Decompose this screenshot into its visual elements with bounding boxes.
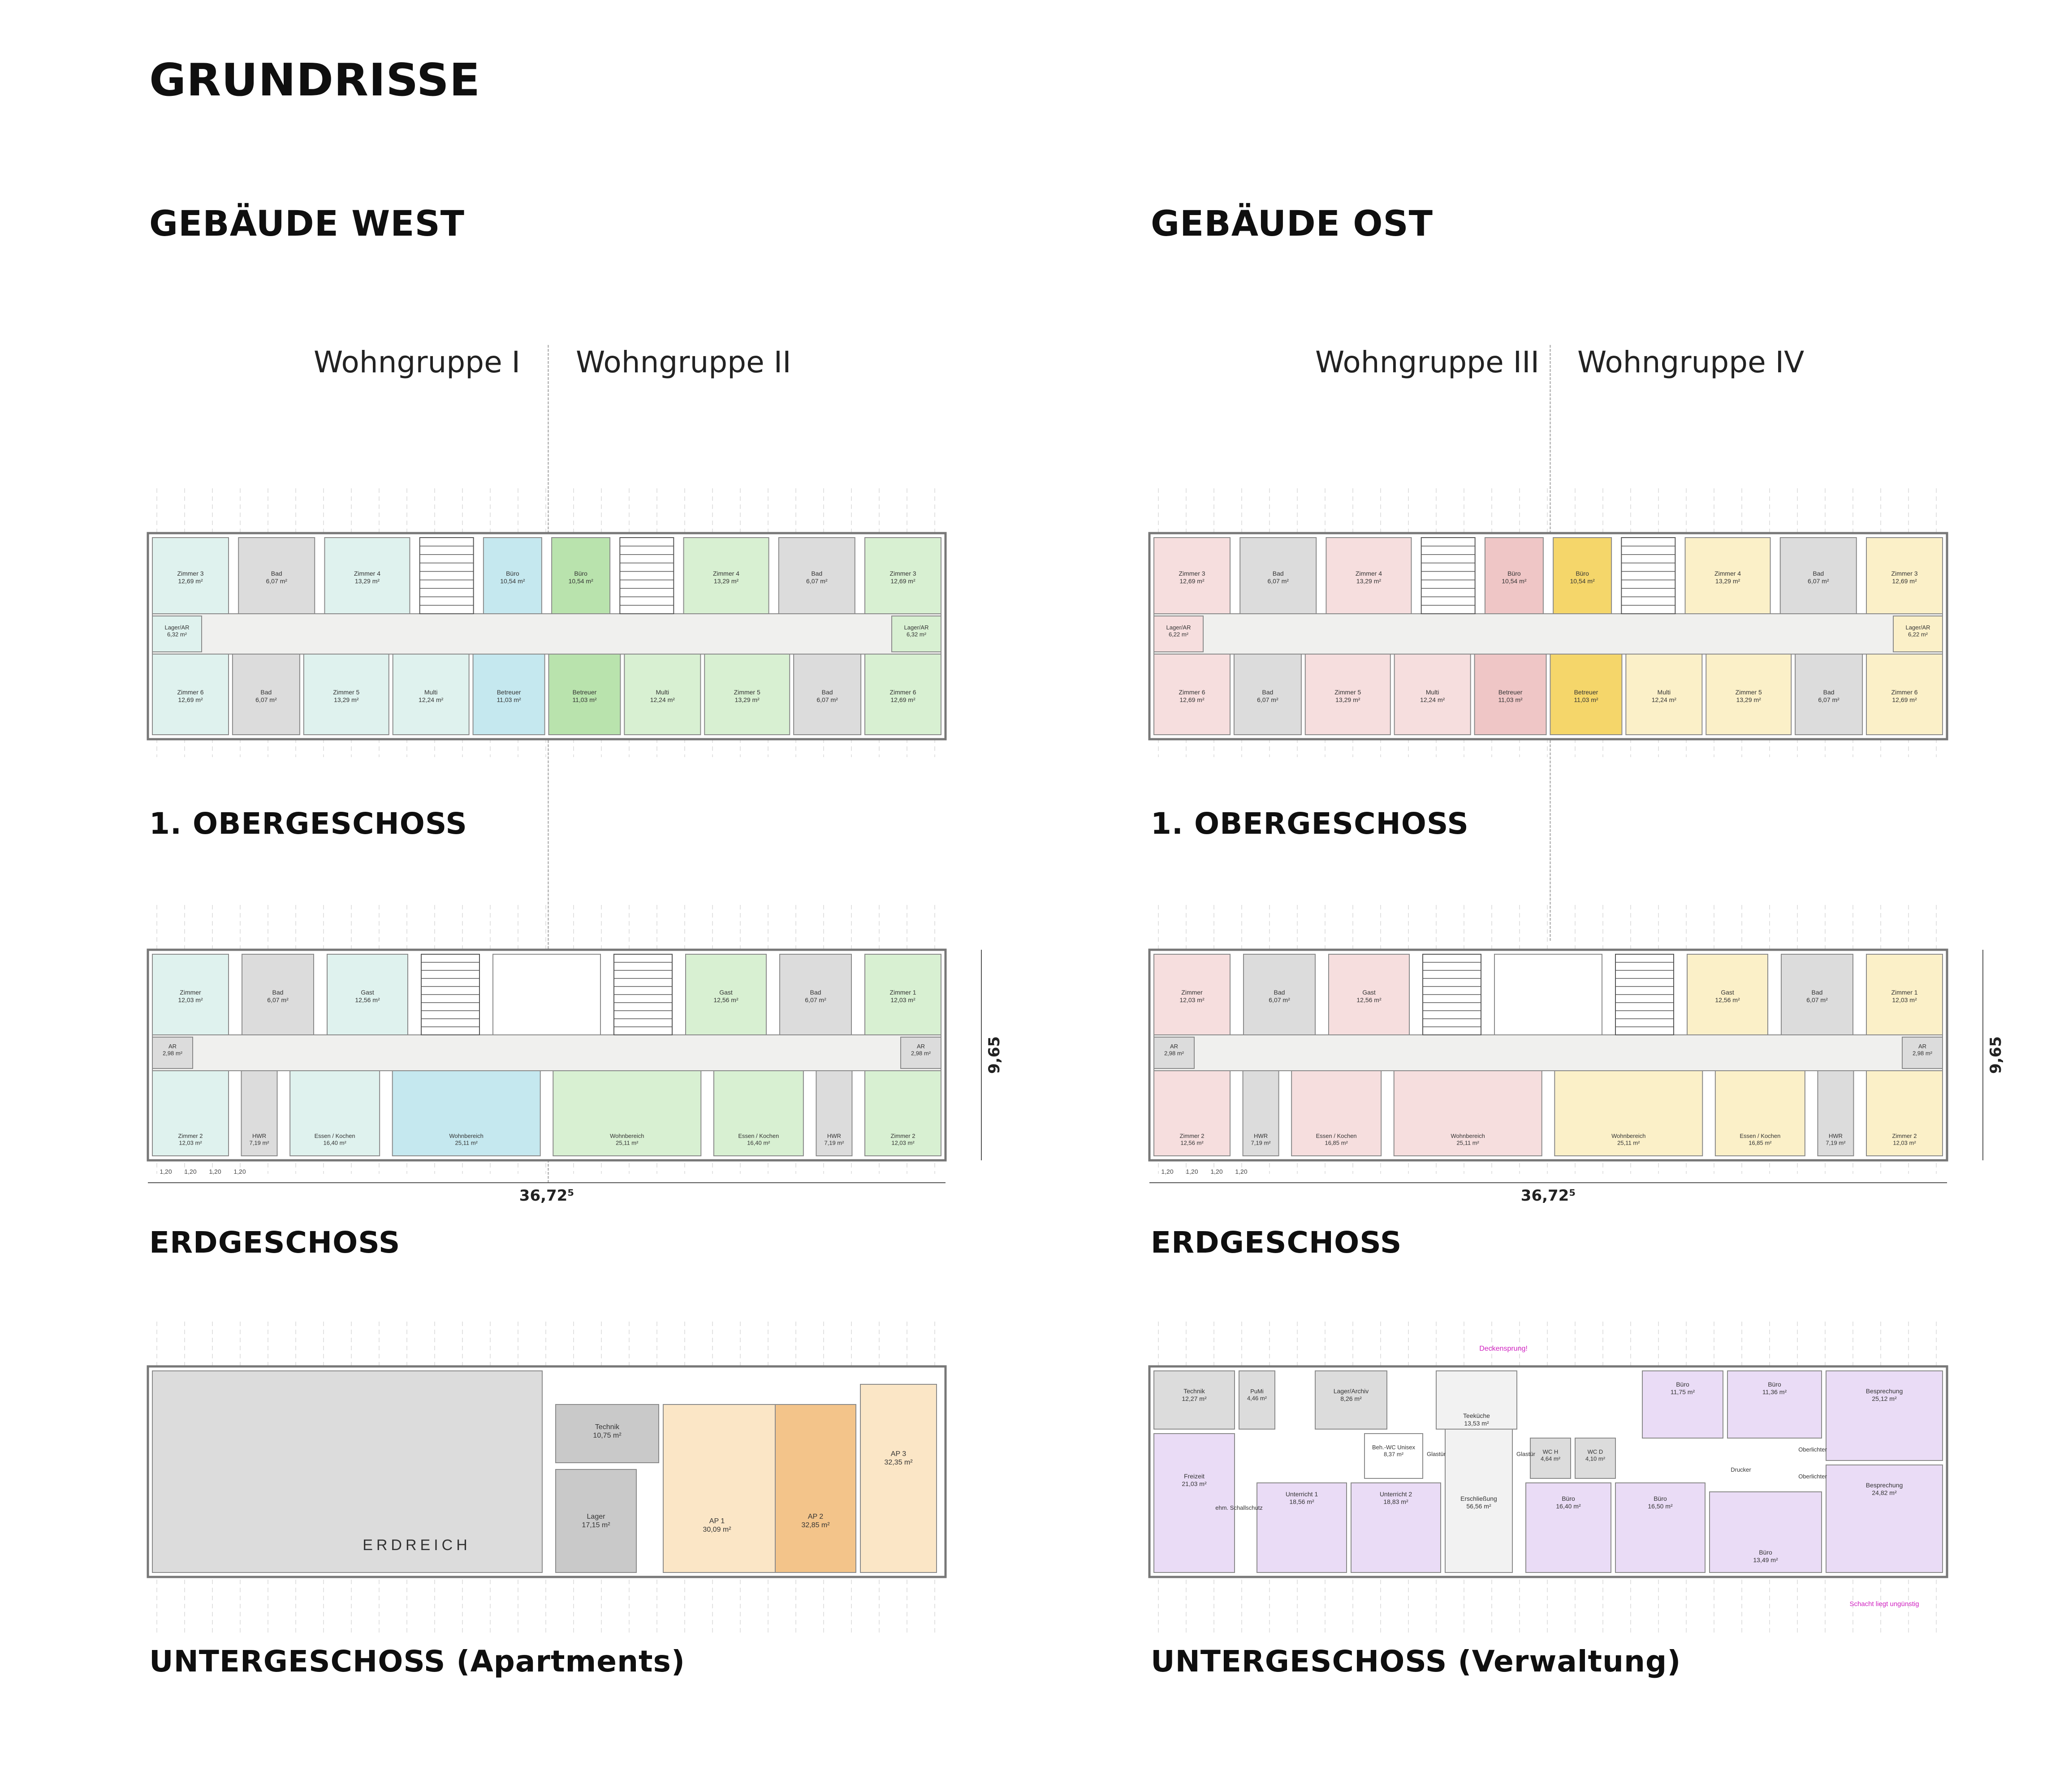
stairwell	[1621, 538, 1675, 614]
room-area: 12,03 m²	[1893, 1139, 1916, 1146]
floorplan-east-ug	[1136, 1322, 1965, 1635]
corridor	[152, 1035, 941, 1071]
room-area: 16,85 m²	[1325, 1139, 1348, 1146]
room-name: AP 2	[807, 1513, 824, 1521]
room-area: 10,54 m²	[500, 577, 525, 585]
room-name: Zimmer 6	[1891, 689, 1918, 696]
room-area: 16,40 m²	[323, 1139, 346, 1146]
room-area: 13,29 m²	[1736, 696, 1761, 703]
room-area: 12,56 m²	[1715, 996, 1740, 1004]
room-name: Essen / Kochen	[1316, 1133, 1357, 1139]
floor-label-west-eg: ERDGESCHOSS	[149, 1225, 401, 1260]
room-name: Zimmer 2	[1892, 1133, 1917, 1139]
room-area: 6,22 m²	[1168, 631, 1189, 638]
room-area: 13,29 m²	[1335, 696, 1360, 703]
room-label	[177, 689, 203, 703]
room-name: Gast	[361, 989, 374, 996]
room-name: Bad	[1262, 689, 1274, 696]
page-title: GRUNDRISSE	[149, 54, 481, 106]
room-name: AR	[168, 1043, 177, 1050]
room-name: Betreuer	[572, 689, 597, 696]
room-name: Gast	[1362, 989, 1376, 996]
room-label	[1380, 1490, 1412, 1505]
room-area: 2,98 m²	[1912, 1050, 1933, 1057]
room-area: 8,37 m²	[1383, 1451, 1404, 1458]
room-area: 25,11 m²	[455, 1139, 478, 1146]
dimension-small: 1,20	[1161, 1168, 1174, 1175]
room-area: 11,36 m²	[1762, 1388, 1787, 1396]
room-area: 2,98 m²	[162, 1050, 183, 1057]
room-area: 12,56 m²	[1180, 1139, 1204, 1146]
floor-label-east-ug: UNTERGESCHOSS (Verwaltung)	[1151, 1644, 1681, 1679]
room-label	[1714, 570, 1741, 585]
room-label	[1180, 1133, 1205, 1146]
room-area: 12,27 m²	[1182, 1395, 1207, 1402]
room-label	[1585, 1448, 1606, 1462]
room-area: 12,56 m²	[713, 996, 738, 1004]
room-label	[1891, 689, 1917, 703]
floorplan-east-og	[1136, 488, 1965, 757]
room-area: 12,69 m²	[1179, 577, 1205, 585]
room-label	[1906, 624, 1930, 638]
room-label	[1182, 1387, 1207, 1402]
room-area: 12,69 m²	[890, 577, 915, 585]
room-name: Lager/AR	[164, 624, 190, 631]
room-name: HWR	[827, 1133, 841, 1139]
room-name: Zimmer 6	[1179, 689, 1205, 696]
room-area: 17,15 m²	[582, 1521, 610, 1529]
room-name: Zimmer 1	[1891, 989, 1918, 996]
dimension-width: 36,72⁵	[1520, 1187, 1576, 1205]
room-label	[1541, 1448, 1561, 1462]
room-area: 8,26 m²	[1340, 1395, 1362, 1402]
room-area: 11,03 m²	[497, 696, 521, 703]
room-area: 6,07 m²	[1818, 696, 1839, 703]
room	[860, 1384, 937, 1572]
room-area: 12,69 m²	[1892, 577, 1917, 585]
room-name: Zimmer 4	[1714, 570, 1741, 577]
group-label-3: Wohngruppe III	[1315, 345, 1540, 379]
room-label	[891, 1133, 915, 1146]
room-name: Büro	[1562, 1495, 1575, 1502]
room-area: 6,07 m²	[1806, 996, 1828, 1004]
stairwell	[420, 538, 474, 614]
room-label	[1891, 570, 1917, 585]
dimension-small: 1,20	[1186, 1168, 1198, 1175]
plan-annotation: Glastür	[1516, 1451, 1535, 1457]
room-area: 12,03 m²	[890, 996, 915, 1004]
room-label	[1891, 989, 1917, 1004]
room-name: Büro	[1576, 570, 1589, 577]
room-area: 11,75 m²	[1670, 1388, 1695, 1396]
room-name: Zimmer 3	[1179, 570, 1205, 577]
dimension-small: 1,20	[1210, 1168, 1223, 1175]
room-name: Essen / Kochen	[1740, 1133, 1781, 1139]
room-area: 7,19 m²	[1826, 1139, 1846, 1146]
building-west-title: GEBÄUDE WEST	[149, 204, 465, 244]
room-area: 13,29 m²	[1715, 577, 1740, 585]
room	[556, 1469, 636, 1572]
room-name: Bad	[271, 570, 282, 577]
room-name: Büro	[1768, 1381, 1781, 1388]
room-area: 6,32 m²	[167, 631, 187, 638]
room-area: 6,07 m²	[806, 577, 828, 585]
room-area: 56,56 m²	[1466, 1502, 1491, 1510]
room-name: Wohnbereich	[610, 1133, 644, 1139]
group-label-1: Wohngruppe I	[314, 345, 521, 379]
note-deckensprung: Deckensprung!	[1479, 1345, 1528, 1353]
room-name: Multi	[1657, 689, 1671, 696]
plan-annotation: Oberlichter	[1798, 1473, 1827, 1480]
room-name: Zimmer 4	[354, 570, 381, 577]
room-label	[1179, 689, 1205, 703]
room-name: Bad	[810, 989, 821, 996]
room-area: 6,07 m²	[805, 996, 826, 1004]
building-east-title: GEBÄUDE OST	[1151, 204, 1433, 244]
room-name: Bad	[1823, 689, 1835, 696]
room-label	[1179, 570, 1205, 585]
room	[663, 1404, 775, 1572]
room-name: Bad	[1274, 989, 1285, 996]
room-area: 12,56 m²	[355, 996, 380, 1004]
room-area: 6,07 m²	[1267, 577, 1289, 585]
room-name: Zimmer	[180, 989, 201, 996]
room-name: Wohnbereich	[1611, 1133, 1646, 1139]
dimension-small: 1,20	[160, 1168, 172, 1175]
group-label-4: Wohngruppe IV	[1577, 345, 1805, 379]
room-name: Erschließung	[1460, 1495, 1497, 1502]
room-area: 2,98 m²	[1164, 1050, 1184, 1057]
room-area: 12,03 m²	[178, 996, 203, 1004]
room-label	[1892, 1133, 1917, 1146]
room-name: Büro	[506, 570, 519, 577]
room-name: Büro	[1759, 1549, 1772, 1556]
room-name: Betreuer	[1498, 689, 1523, 696]
room-name: Zimmer 2	[1179, 1133, 1205, 1139]
room-area: 30,09 m²	[703, 1526, 731, 1534]
floorplan-west-og	[134, 488, 963, 757]
group-label-2: Wohngruppe II	[576, 345, 791, 379]
room-area: 32,85 m²	[801, 1521, 830, 1529]
room-area: 6,07 m²	[255, 696, 277, 703]
room-area: 18,56 m²	[1289, 1498, 1314, 1505]
room-name: Bad	[821, 689, 833, 696]
room-area: 12,03 m²	[891, 1139, 915, 1146]
room-area: 10,54 m²	[1502, 577, 1527, 585]
room-name: Zimmer 3	[890, 570, 916, 577]
room-name: Gast	[719, 989, 733, 996]
room-name: Multi	[1425, 689, 1439, 696]
corridor	[152, 614, 941, 654]
room-name: PuMi	[1250, 1388, 1264, 1395]
room-area: 12,24 m²	[419, 696, 444, 703]
room-label	[1334, 689, 1361, 703]
room-name: Zimmer 1	[890, 989, 916, 996]
room-name: Multi	[424, 689, 438, 696]
room-area: 12,69 m²	[1179, 696, 1205, 703]
room-area: 11,03 m²	[1498, 696, 1523, 703]
room-label	[1463, 1412, 1490, 1427]
room-label	[713, 570, 739, 585]
room-label	[178, 989, 203, 1004]
room-name: Bad	[811, 570, 823, 577]
room-area: 18,83 m²	[1383, 1498, 1408, 1505]
room-area: 6,07 m²	[816, 696, 838, 703]
room-area: 4,64 m²	[1540, 1455, 1561, 1462]
floor-label-east-og: 1. OBERGESCHOSS	[1151, 806, 1469, 841]
room-name: Zimmer 6	[177, 689, 204, 696]
room-label	[1182, 1473, 1207, 1487]
room-name: Bad	[272, 989, 284, 996]
room-area: 7,19 m²	[249, 1139, 269, 1146]
erdreich-area	[152, 1371, 542, 1572]
room-area: 6,22 m²	[1908, 631, 1928, 638]
room-area: 12,03 m²	[1179, 996, 1205, 1004]
room-name: Zimmer 5	[734, 689, 760, 696]
room-name: Zimmer 2	[178, 1133, 203, 1139]
room-area: 16,40 m²	[1556, 1502, 1581, 1510]
room-area: 6,07 m²	[1257, 696, 1278, 703]
room-area: 25,11 m²	[1617, 1139, 1640, 1146]
room-area: 12,24 m²	[1420, 696, 1445, 703]
room-area: 4,46 m²	[1247, 1395, 1267, 1402]
room-name: Büro	[1676, 1381, 1689, 1388]
room-area: 12,24 m²	[1651, 696, 1676, 703]
room-name: Zimmer 5	[333, 689, 360, 696]
floor-label-west-ug: UNTERGESCHOSS (Apartments)	[149, 1644, 686, 1679]
room-label	[1498, 689, 1523, 703]
room-name: HWR	[252, 1133, 267, 1139]
room-label	[904, 624, 929, 638]
room-label	[497, 689, 521, 703]
room-label	[1179, 989, 1205, 1004]
room-area: 16,85 m²	[1749, 1139, 1772, 1146]
room-name: Zimmer 5	[1735, 689, 1762, 696]
room-area: 4,10 m²	[1585, 1455, 1606, 1462]
note-schacht: Schacht liegt ungünstig	[1849, 1600, 1919, 1608]
plan-annotation: Glastür	[1427, 1451, 1446, 1457]
dimension-small: 1,20	[233, 1168, 246, 1175]
room-label	[572, 689, 597, 703]
room	[775, 1404, 856, 1572]
room	[1826, 1371, 1943, 1460]
room-name: Unterricht 2	[1379, 1490, 1412, 1498]
room-area: 7,19 m²	[824, 1139, 844, 1146]
room-name: Unterricht 1	[1285, 1490, 1318, 1498]
dimension-small: 1,20	[209, 1168, 221, 1175]
room-area: 11,03 m²	[572, 696, 597, 703]
stairwell	[1421, 538, 1475, 614]
room-area: 12,03 m²	[179, 1139, 202, 1146]
room-label	[890, 570, 916, 585]
dimension-depth: 9,65	[1987, 1036, 2005, 1074]
room-name: HWR	[1828, 1133, 1843, 1139]
room-name: Zimmer 6	[890, 689, 916, 696]
room-area: 12,24 m²	[650, 696, 675, 703]
room-area: 25,11 m²	[616, 1139, 639, 1146]
room-area: 10,54 m²	[568, 577, 593, 585]
room-area: 25,11 m²	[1456, 1139, 1479, 1146]
room-name: Technik	[595, 1423, 620, 1431]
room-label	[354, 570, 380, 585]
room-area: 12,69 m²	[178, 696, 203, 703]
plan-annotation: Oberlichter	[1798, 1446, 1827, 1453]
room-label	[1736, 689, 1762, 703]
room-label	[1574, 689, 1598, 703]
stairwell	[620, 538, 674, 614]
room-name: Zimmer 3	[1891, 570, 1918, 577]
room-label	[890, 989, 916, 1004]
room-name: Betreuer	[497, 689, 521, 696]
room-area: 10,54 m²	[1570, 577, 1595, 585]
room-name: WC D	[1587, 1448, 1603, 1455]
room-label	[165, 624, 190, 638]
room-area: 13,49 m²	[1753, 1556, 1778, 1564]
dimension-depth: 9,65	[985, 1036, 1003, 1074]
room-label	[734, 689, 760, 703]
room-name: HWR	[1254, 1133, 1268, 1139]
room-name: Büro	[574, 570, 587, 577]
room-area: 12,69 m²	[1892, 696, 1917, 703]
floorplan-west-eg	[134, 905, 1008, 1210]
room-area: 13,29 m²	[334, 696, 359, 703]
room-area: 6,07 m²	[267, 996, 289, 1004]
room-name: Lager/Archiv	[1333, 1387, 1369, 1395]
room-label	[1356, 570, 1382, 585]
room-name: AR	[1170, 1043, 1179, 1050]
room-area: 7,19 m²	[1251, 1139, 1271, 1146]
room-name: Betreuer	[1574, 689, 1598, 696]
room-area: 24,82 m²	[1872, 1489, 1897, 1496]
room-area: 13,53 m²	[1464, 1419, 1489, 1427]
room-name: Lager/AR	[1166, 624, 1191, 631]
room-name: Teeküche	[1463, 1412, 1490, 1419]
dimension-width: 36,72⁵	[519, 1187, 574, 1205]
corridor	[1154, 614, 1943, 654]
room-name: Bad	[1813, 570, 1824, 577]
room-name: Zimmer 3	[177, 570, 204, 577]
room-name: Lager	[587, 1513, 605, 1521]
room-name: Wohnbereich	[1451, 1133, 1485, 1139]
room-area: 12,69 m²	[178, 577, 203, 585]
room-label	[1286, 1490, 1318, 1505]
room-name: Wohnbereich	[449, 1133, 484, 1139]
plan-annotation: ehm. Schallschutz	[1215, 1504, 1263, 1511]
room-area: 13,29 m²	[1356, 577, 1382, 585]
room-name: Besprechung	[1865, 1482, 1903, 1489]
room-area: 6,07 m²	[1269, 996, 1290, 1004]
room-name: WC H	[1542, 1448, 1559, 1455]
room-name: Freizeit	[1184, 1473, 1205, 1480]
room-name: Zimmer 5	[1334, 689, 1361, 696]
room-name: AP 1	[709, 1517, 725, 1525]
room-name: Bad	[1272, 570, 1284, 577]
room-name: Besprechung	[1865, 1387, 1903, 1395]
corridor	[1154, 1035, 1943, 1071]
room	[1826, 1465, 1943, 1572]
room-label	[177, 570, 203, 585]
floorplan-east-eg	[1136, 905, 2010, 1210]
room-area: 2,98 m²	[911, 1050, 931, 1057]
room-area: 6,07 m²	[266, 577, 287, 585]
room-name: Zimmer 4	[1355, 570, 1382, 577]
plan-annotation: Drucker	[1731, 1466, 1751, 1473]
room-name: Essen / Kochen	[314, 1133, 355, 1139]
room-label	[333, 689, 359, 703]
room	[1494, 954, 1602, 1035]
room-name: Zimmer	[1181, 989, 1203, 996]
room-area: 16,40 m²	[747, 1139, 770, 1146]
room-name: Zimmer 4	[712, 570, 740, 577]
room-area: 32,35 m²	[884, 1459, 913, 1467]
room-area: 6,07 m²	[1808, 577, 1829, 585]
room-name: Zimmer 2	[890, 1133, 915, 1139]
room-area: 11,03 m²	[1574, 696, 1598, 703]
room	[493, 954, 600, 1035]
room-area: 13,29 m²	[713, 577, 739, 585]
room-area: 13,29 m²	[354, 577, 380, 585]
room-area: 21,03 m²	[1182, 1480, 1207, 1487]
room-name: AP 3	[890, 1450, 907, 1458]
room-area: 12,69 m²	[890, 696, 915, 703]
room-area: 13,29 m²	[734, 696, 760, 703]
room-name: Essen / Kochen	[738, 1133, 779, 1139]
room-name: AR	[916, 1043, 925, 1050]
room-area: 25,12 m²	[1872, 1395, 1897, 1402]
room-label	[178, 1133, 203, 1146]
dimension-small: 1,20	[184, 1168, 197, 1175]
room-name: Büro	[1507, 570, 1521, 577]
room-name: Bad	[260, 689, 272, 696]
room-label	[1166, 624, 1191, 638]
room-area: 6,32 m²	[906, 631, 927, 638]
dimension-small: 1,20	[1235, 1168, 1248, 1175]
room-label	[890, 689, 916, 703]
floor-label-east-eg: ERDGESCHOSS	[1151, 1225, 1402, 1260]
room-name: Multi	[656, 689, 669, 696]
room-name: Technik	[1183, 1387, 1205, 1395]
room-name: AR	[1918, 1043, 1927, 1050]
room-name: Lager/AR	[1905, 624, 1930, 631]
room	[1154, 1434, 1235, 1572]
erdreich-label: ERDREICH	[363, 1537, 471, 1554]
room-area: 12,56 m²	[1356, 996, 1382, 1004]
room-name: Büro	[1654, 1495, 1667, 1502]
floorplan-west-ug	[134, 1322, 963, 1635]
room-name: Beh.-WC Unisex	[1372, 1444, 1416, 1451]
room-area: 12,03 m²	[1892, 996, 1917, 1004]
room-name: Bad	[1811, 989, 1823, 996]
room-name: Lager/AR	[904, 624, 929, 631]
room-name: Gast	[1721, 989, 1734, 996]
room-area: 16,50 m²	[1648, 1502, 1673, 1510]
room-area: 10,75 m²	[593, 1432, 622, 1440]
floor-label-west-og: 1. OBERGESCHOSS	[149, 806, 467, 841]
